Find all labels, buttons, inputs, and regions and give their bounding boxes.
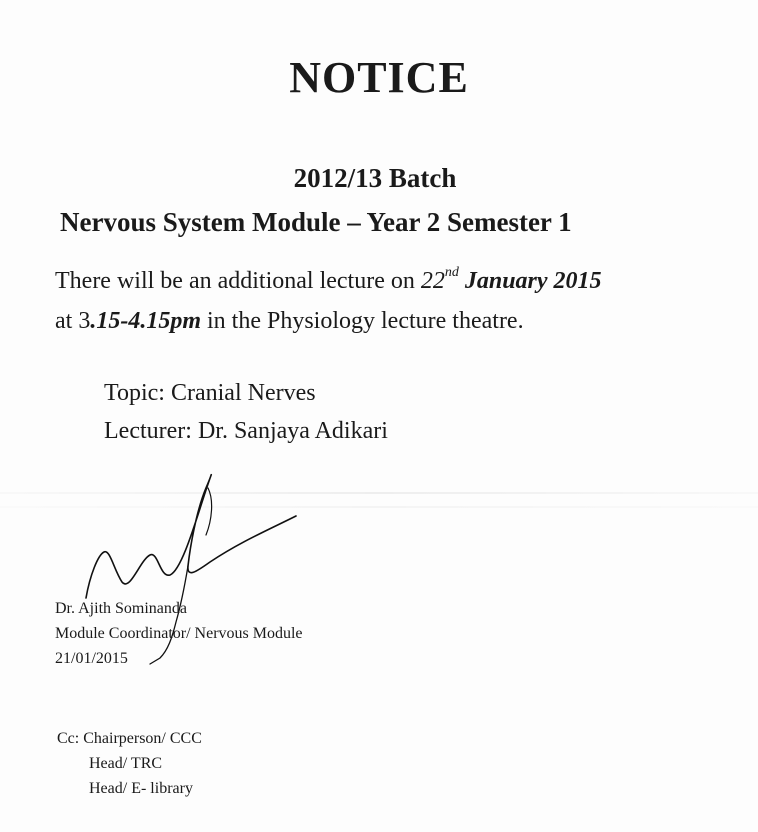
signatory-role: Module Coordinator/ Nervous Module — [55, 625, 303, 642]
lecture-time-prefix: at 3 — [55, 308, 91, 334]
lecture-time: .15-4.15pm — [90, 308, 201, 334]
lecture-date-rest: January 2015 — [458, 268, 602, 294]
cc-head-elibrary: Head/ E- library — [89, 780, 193, 797]
lecturer-name: Lecturer: Dr. Sanjaya Adikari — [104, 418, 388, 444]
module-heading: Nervous System Module – Year 2 Semester 1 — [60, 207, 572, 237]
lecture-intro-text: There will be an additional lecture on — [55, 268, 421, 294]
signatory-name: Dr. Ajith Sominanda — [55, 600, 187, 617]
cc-head-trc: Head/ TRC — [89, 755, 163, 772]
cc-chairperson: Cc: Chairperson/ CCC — [57, 730, 202, 747]
lecture-venue: in the Physiology lecture theatre. — [201, 308, 524, 334]
notice-title: NOTICE — [289, 53, 469, 102]
lecture-date-day: 22 — [420, 268, 445, 294]
lecture-date-suffix: nd — [444, 265, 459, 280]
lecture-topic: Topic: Cranial Nerves — [104, 380, 316, 406]
batch-heading: 2012/13 Batch — [293, 163, 457, 193]
signature-date: 21/01/2015 — [55, 650, 128, 667]
